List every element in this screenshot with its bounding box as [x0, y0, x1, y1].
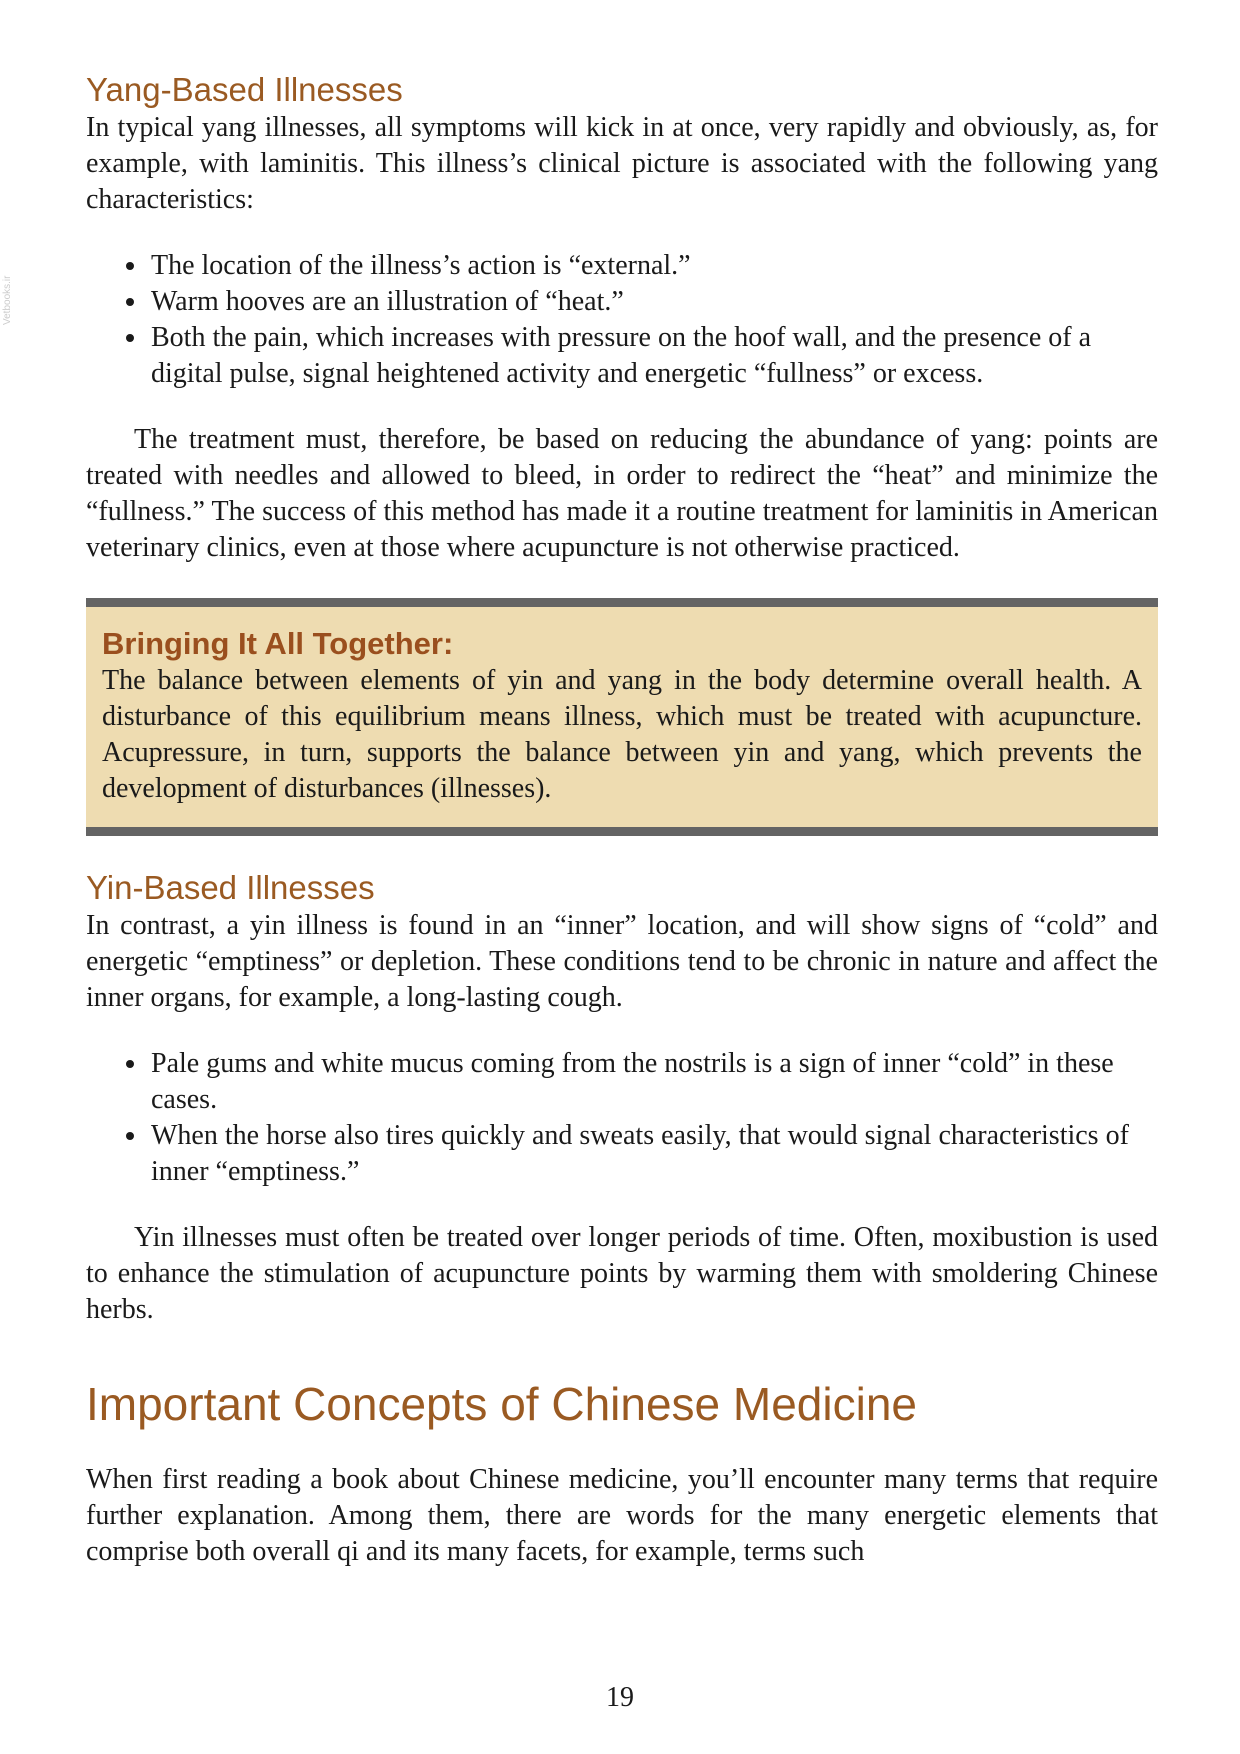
- yin-intro-paragraph: In contrast, a yin illness is found in an “inner” location, and will show signs of “cold” and energetic “emptiness” or depletion. These conditions tend to be chronic in nature and affect the inner organs, for example, a long-lasting cough.: [86, 910, 1158, 1013]
- concepts-paragraph: When first reading a book about Chinese medicine, you’ll encounter many terms that require further explanation. Among them, there are words for the many energetic elements that comprise both overall qi and its many facets, for example, terms such: [86, 1464, 1158, 1567]
- list-item: • Both the pain, which increases with pressure on the hoof wall, and the presence of a digital pulse, signal heightened activity and energetic “fullness” or excess.: [149, 320, 1158, 392]
- list-item: • Warm hooves are an illustration of “heat.”: [149, 284, 1158, 320]
- yang-bullet-list: [86, 248, 1158, 392]
- summary-callout-box: [86, 598, 1158, 836]
- list-item: • When the horse also tires quickly and sweats easily, that would signal characteristics of inner “emptiness.”: [149, 1118, 1158, 1190]
- callout-title: Bringing It All Together:: [102, 626, 454, 661]
- page-content: [86, 70, 1158, 1570]
- callout-text: The balance between elements of yin and yang in the body determine overall health. A disturbance of this equilibrium means illness, which must be treated with acupuncture. Acupressure, in turn, supports the balance between yin and yang, which prevents the development of disturbances (illnesses).: [102, 665, 1142, 804]
- yin-bullet-list: [86, 1046, 1158, 1190]
- list-item: • Pale gums and white mucus coming from the nostrils is a sign of inner “cold” in these cases.: [149, 1046, 1158, 1118]
- yin-treatment-paragraph: Yin illnesses must often be treated over longer periods of time. Often, moxibustion is used to enhance the stimulation of acupuncture points by warming them with smoldering Chinese herbs.: [86, 1222, 1158, 1325]
- page-number: 19: [606, 1682, 634, 1713]
- yang-intro-paragraph: In typical yang illnesses, all symptoms will kick in at once, very rapidly and obviously, as, for example, with laminitis. This illness’s clinical picture is associated with the following yang characteristics:: [86, 112, 1158, 215]
- chapter-heading: Important Concepts of Chinese Medicine: [86, 1378, 917, 1430]
- yang-heading: Yang-Based Illnesses: [86, 71, 403, 108]
- yang-treatment-paragraph: The treatment must, therefore, be based on reducing the abundance of yang: points are treated with needles and allowed to bleed, in order to redirect the “heat” and minimize the “fullness.” The success of this method has made it a routine treatment for laminitis in American veterinary clinics, even at those where acupuncture is not otherwise practiced.: [86, 424, 1158, 563]
- yin-heading: Yin-Based Illnesses: [86, 869, 375, 906]
- list-item: • The location of the illness’s action is “external.”: [149, 248, 1158, 284]
- watermark: Vetbooks.ir: [2, 275, 13, 325]
